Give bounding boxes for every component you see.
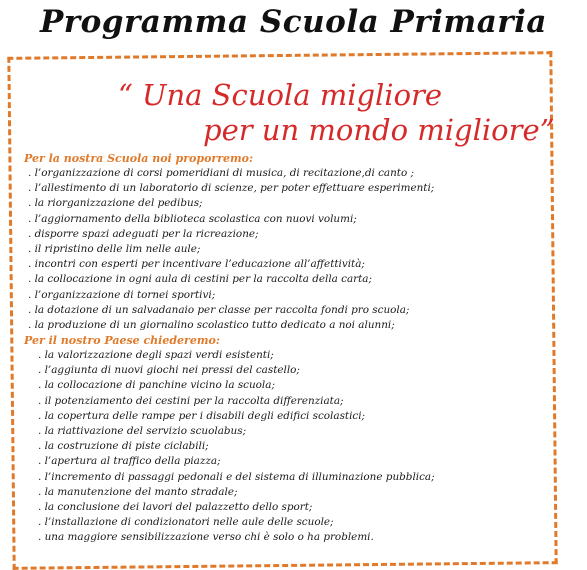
town-requests-list (24, 348, 559, 545)
list-item: . la collocazione in ogni aula di cestini per la raccolta della carta; (24, 272, 559, 287)
program-content (24, 151, 559, 546)
list-item: . la dotazione di un salvadanaio per classe per raccolta fondi pro scuola; (24, 303, 559, 318)
list-item: . la riattivazione del servizio scuolabus; (24, 424, 559, 439)
list-item: . la copertura delle rampe per i disabili degli edifici scolastici; (24, 409, 559, 424)
list-item: . la manutenzione del manto stradale; (24, 485, 559, 500)
list-item: . il potenziamento dei cestini per la raccolta differenziata; (24, 394, 559, 409)
list-item: . incontri con esperti per incentivare l’educazione all’affettività; (24, 257, 559, 272)
list-item: . l’aggiornamento della biblioteca scolastica con nuovi volumi; (24, 212, 559, 227)
list-item: . una maggiore sensibilizzazione verso chi è solo o ha problemi. (24, 530, 559, 545)
list-item: . l’allestimento di un laboratorio di scienze, per poter effettuare esperimenti; (24, 181, 559, 196)
list-item: . la costruzione di piste ciclabili; (24, 439, 559, 454)
list-item: . la conclusione dei lavori del palazzetto dello sport; (24, 500, 559, 515)
slogan-line-1: “ Una Scuola migliore (118, 78, 443, 112)
list-item: . l’aggiunta di nuovi giochi nei pressi del castello; (24, 363, 559, 378)
list-item: . l’apertura al traffico della piazza; (24, 454, 559, 469)
list-item: . l’organizzazione di corsi pomeridiani di musica, di recitazione,di canto ; (24, 166, 559, 181)
list-item: . il ripristino delle lim nelle aule; (24, 242, 559, 257)
page-title: Programma Scuola Primaria (39, 4, 548, 40)
list-item: . la riorganizzazione del pedibus; (24, 196, 559, 211)
list-item: . l’organizzazione di tornei sportivi; (24, 288, 559, 303)
school-section-heading: Per la nostra Scuola noi proporremo: (24, 152, 254, 165)
list-item: . la valorizzazione degli spazi verdi esistenti; (24, 348, 559, 363)
school-proposals-list (24, 166, 559, 333)
list-item: . l’installazione di condizionatori nelle aule delle scuole; (24, 515, 559, 530)
town-section-heading: Per il nostro Paese chiederemo: (24, 334, 220, 348)
list-item: . l’incremento di passaggi pedonali e del sistema di illuminazione pubblica; (24, 470, 559, 485)
list-item: . la collocazione di panchine vicino la scuola; (24, 378, 559, 393)
list-item: . disporre spazi adeguati per la ricreazione; (24, 227, 559, 242)
slogan-line-2: per un mondo migliore” (203, 113, 555, 147)
list-item: . la produzione di un giornalino scolastico tutto dedicato a noi alunni; (24, 318, 559, 333)
